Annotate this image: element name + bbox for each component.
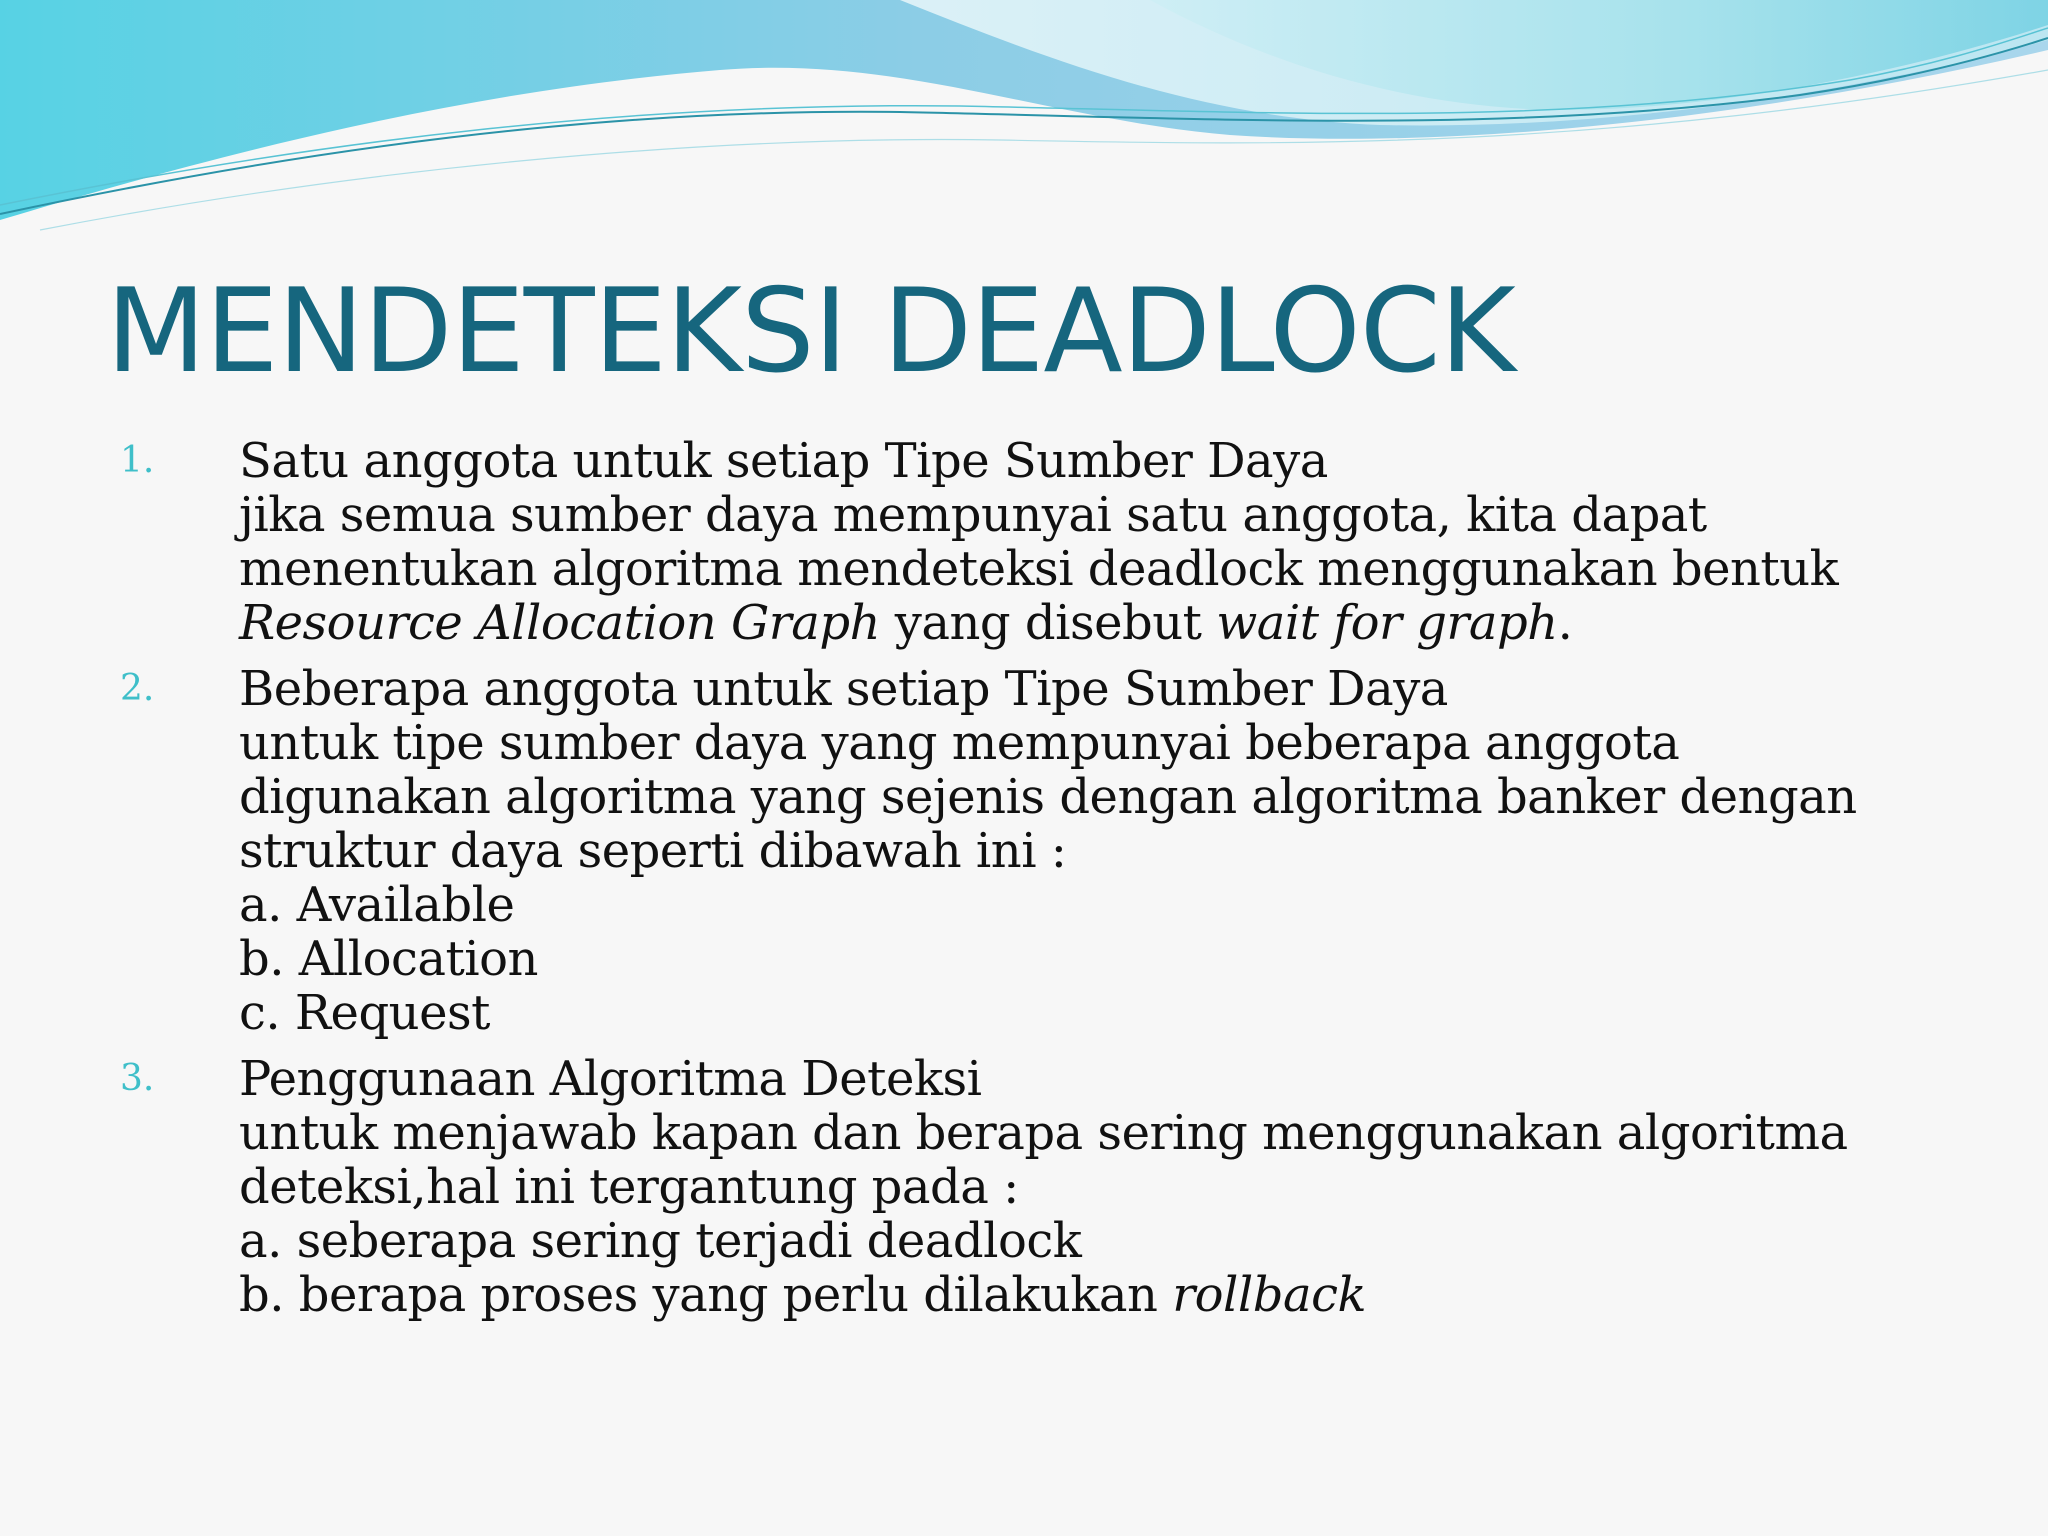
slide-title: MENDETEKSI DEADLOCK	[106, 264, 1515, 399]
header-wave-decoration	[0, 0, 2048, 240]
text-run: .	[1557, 595, 1573, 651]
italic-term: wait for graph	[1216, 595, 1558, 651]
item-text: deteksi,hal ini tergantung pada :	[239, 1159, 1019, 1215]
item-text: jika semua sumber daya mempunyai satu anggota, kita dapat	[239, 487, 1707, 543]
item-heading: Penggunaan Algoritma Deteksi	[239, 1051, 982, 1107]
item-text: struktur daya seperti dibawah ini :	[239, 823, 1067, 879]
sub-item: a. seberapa sering terjadi deadlock	[239, 1213, 1082, 1269]
item-text: menentukan algoritma mendeteksi deadlock menggunakan bentuk	[239, 541, 1839, 597]
item-text: digunakan algoritma yang sejenis dengan algoritma banker dengan	[239, 769, 1857, 825]
item-heading: Beberapa anggota untuk setiap Tipe Sumber Daya	[239, 661, 1448, 717]
list-item	[120, 1052, 2000, 1322]
italic-term: Resource Allocation Graph	[239, 595, 881, 651]
sub-item: c. Request	[239, 985, 490, 1041]
text-run: yang disebut	[880, 595, 1217, 651]
item-text: untuk menjawab kapan dan berapa sering menggunakan algoritma	[239, 1105, 1848, 1161]
sub-item	[239, 1268, 2000, 1322]
list-item	[120, 662, 2000, 1040]
italic-term: rollback	[1172, 1267, 1367, 1323]
item-heading: Satu anggota untuk setiap Tipe Sumber Daya	[239, 433, 1328, 489]
list-number: 1.	[120, 440, 155, 481]
item-text: untuk tipe sumber daya yang mempunyai beberapa anggota	[239, 715, 1680, 771]
sub-item: a. Available	[239, 877, 515, 933]
list-number: 3.	[120, 1058, 155, 1099]
sub-item: b. Allocation	[239, 931, 538, 987]
content-list	[120, 434, 2000, 1334]
list-number: 2.	[120, 668, 155, 709]
list-item	[120, 434, 2000, 650]
item-text	[239, 596, 2000, 650]
text-run: b. berapa proses yang perlu dilakukan	[239, 1267, 1173, 1323]
